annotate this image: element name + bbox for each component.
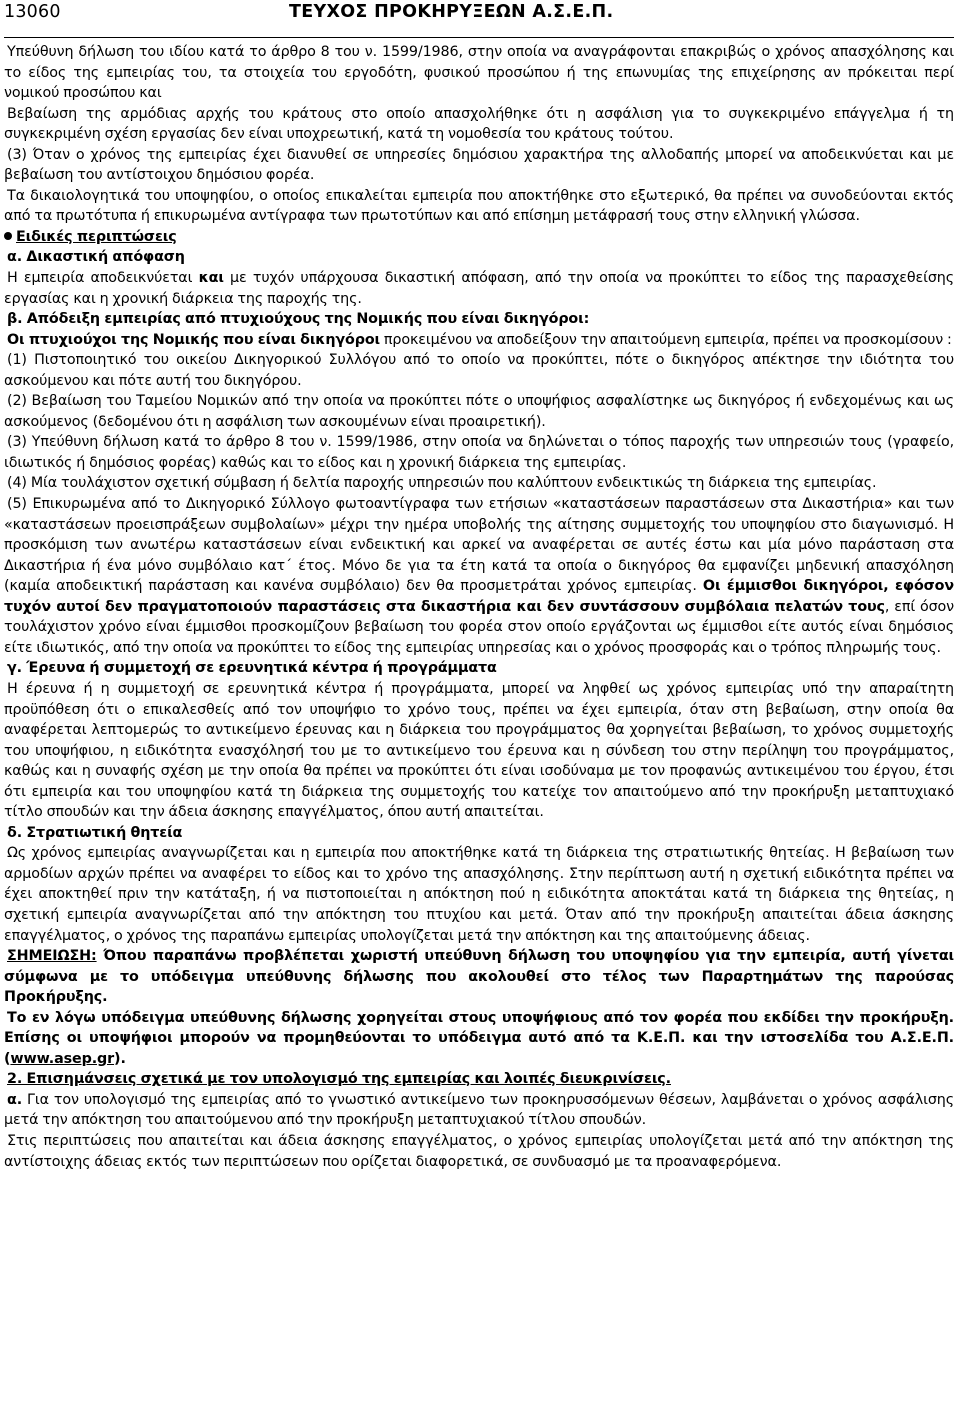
text: Για τον υπολογισμό της εμπειρίας από το γνωστικό αντικείμενο των προκηρυσσόμενων θέσεων, λαμβάνεται ο χρόνος ασφάλισης μετά την απόκτηση του απαιτούμενου από την προκήρυξη μεταπτυχιακού τίτλου σπουδών.	[4, 1091, 954, 1129]
text: (5) Επικυρωμένα από το Δικηγορικό Σύλλογο φωτοαντίγραφα των ετήσιων «καταστάσεων παραστάσεων στα Δικαστήρια» και των «καταστάσεων προεισπράξεων συμβολαίων» μέχρι την ημέρα υποβολής της αίτησης συμμετοχής του υποψηφίου στο διαγωνισμό. Η προσκόμιση των ανωτέρω καταστάσεων είναι ενδεικτική και αρκεί να αναφέρεται σε αυτές έστω και μία μόνο παράσταση στα Δικαστήρια ή ένα μόνο συμβόλαιο κατ΄ έτος. Μόνο δε για τα έτη κατά τα οποία ο δικηγόρος θα εμφανίζει μηδενική απασχόληση (καμία αποδεικτική παράσταση και κανένα συμβόλαιο) δεν θα προσμετράται χρόνος εμπειρίας.	[4, 496, 954, 595]
note-paragraph	[4, 1008, 954, 1070]
paragraph: Στις περιπτώσεις που απαιτείται και άδεια άσκησης επαγγέλματος, ο χρόνος εμπειρίας υπολογίζεται μετά από την απόκτηση της αντίστοιχης άδειας εκτός των περιπτώσεων που ορίζεται διαφορετικά, σε συνδυασμό με τα προαναφερόμενα.	[4, 1132, 954, 1170]
page-header	[4, 0, 954, 38]
paragraph: Τα δικαιολογητικά του υποψηφίου, ο οποίος επικαλείται εμπειρία που αποκτήθηκε στο εξωτερικό, θα πρέπει να συνοδεύονται εκτός από τα πρωτότυπα ή επικυρωμένα αντίγραφα των πρωτοτύπων και από επίσημη μετάφρασή τους στην ελληνική γλώσσα.	[4, 187, 954, 225]
paragraph	[4, 268, 954, 309]
item-label: α.	[7, 1091, 23, 1108]
section-a-heading: α. Δικαστική απόφαση	[7, 249, 185, 266]
bold-text: και	[198, 270, 224, 287]
paragraph: (2) Βεβαίωση του Ταμείου Νομικών από την οποία να προκύπτει πότε ο υποψήφιος ασφαλίστηκε ως δικηγόρος ή ενδεχομένως και ως ασκούμενος (δεδομένου ότι η ασφάλιση των ασκουμένων είναι προαιρετική).	[4, 393, 954, 430]
paragraph	[4, 1090, 954, 1131]
journal-title: ΤΕΥΧΟΣ ΠΡΟΚΗΡΥΞΕΩΝ Α.Σ.Ε.Π.	[289, 2, 614, 22]
note-paragraph	[4, 946, 954, 1008]
bullet-icon	[4, 232, 12, 240]
text: με τυχόν υπάρχουσα δικαστική απόφαση, από την οποία να προκύπτει το είδος της παρασχεθείσης εργασίας και η χρονική διάρκεια της παροχής της.	[4, 270, 954, 307]
paragraph: (3) Όταν ο χρόνος της εμπειρίας έχει διανυθεί σε υπηρεσίες δημόσιου χαρακτήρα της αλλοδαπής μπορεί να αποδεικνύεται και με βεβαίωση του αντίστοιχου δημόσιου φορέα.	[4, 146, 954, 184]
special-cases-heading	[4, 227, 954, 248]
text: , επί όσον τουλάχιστον χρόνο είναι έμμισθοι προσκομίζουν βεβαίωση του φορέα στον οποίο εργάζονται ως έμμισθοι είτε αυτός είναι δημόσιος είτε ιδιωτικός, από την οποία να προκύπτει το είδος της εμπειρίας υπηρεσίας και ο χρόνος προσφοράς και ο τρόπος πληρωμής τους.	[4, 598, 955, 656]
paragraph: Ως χρόνος εμπειρίας αναγνωρίζεται και η εμπειρία που αποκτήθηκε κατά τη διάρκεια της στρατιωτικής θητείας. Η βεβαίωση των αρμοδίων αρχών πρέπει να αναφέρει το είδος και το χρόνο της απασχόλησης. Στην περίπτωση αυτή η σχετική ειδικότητα πρέπει να έχει αποκτηθεί πριν την κατάταξη, ή να πιστοποιείται η απόκτηση πού η ειδικότητα αποκτάται κατά τη διάρκεια της θητείας, η σχετική εμπειρία αναγνωρίζεται από την απόκτηση του πτυχίου και μετά. Όταν από την προκήρυξη απαιτείται άδεια άσκησης επαγγέλματος, ο χρόνος της παραπάνω εμπειρίας υπολογίζεται μετά την απόκτηση και της απαιτούμενης άδειας.	[4, 845, 954, 944]
note-text: ).	[114, 1050, 126, 1067]
text: προκειμένου να αποδείξουν την απαιτούμενη εμπειρία, πρέπει να προσκομίσουν :	[380, 331, 952, 348]
paragraph: (1) Πιστοποιητικό του οικείου Δικηγορικού Συλλόγου από το οποίο να προκύπτει, πότε ο δικηγόρος απέκτησε την ιδιότητα του ασκούμενου και πότε αυτή του δικηγόρου.	[4, 352, 954, 389]
paragraph: Η έρευνα ή η συμμετοχή σε ερευνητικά κέντρα ή προγράμματα, μπορεί να ληφθεί ως χρόνος εμπειρίας υπό την απαραίτητη προϋπόθεση ότι ο επικαλεσθείς από τον υποψήφιο το χρόνο τους, πρέπει να έχει εμπειρία, όταν στη βεβαίωση, στην οποία θα αναφέρεται λεπτομερώς το αντικείμενο έρευνας και η διάρκεια του προγράμματος θα χορηγείται βεβαίωση, το χρόνος συμμετοχής του υποψήφιου, η ειδικότητα ενασχόλησή του με το αντικείμενο του έρευνα και η σύνδεση του στην περίληψη του προγράμματος, καθώς και η συναφής σχέση με την οποία θα πρέπει να προκύπτει ότι είναι ισοδύναμα με τον προφανώς αντικειμένου του έργου, έτσι ότι εμπειρία και του υποψηφίου κατά τη διάρκεια της συμμετοχής του κατείχε τον απαιτούμενο από την προκήρυξη μεταπτυχιακό τίτλο σπουδών και την άδεια άσκησης επαγγέλματος, όπου αυτή απαιτείται.	[4, 680, 954, 821]
bold-text: Οι έμμισθοι δικηγόροι, εφόσον τυχόν αυτοί δεν πραγματοποιούν παραστάσεις στα δικαστήρια και δεν συντάσσουν συμβόλαια πελατών τους	[4, 578, 954, 615]
paragraph: Υπεύθυνη δήλωση του ιδίου κατά το άρθρο 8 του ν. 1599/1986, στην οποία να αναγράφονται επακριβώς ο χρόνος απασχόλησης και το είδος της εμπειρίας του, τα στοιχεία του εργοδότη, φυσικού προσώπου ή της επωνυμίας της επιχείρησης αν πρόκειται περί νομικού προσώπου και	[4, 44, 954, 102]
section-d-heading: δ. Στρατιωτική θητεία	[7, 824, 183, 841]
paragraph	[4, 330, 954, 351]
section-2-heading: 2. Επισημάνσεις σχετικά με τον υπολογισμό της εμπειρίας και λοιπές διευκρινίσεις.	[7, 1071, 671, 1088]
section-c-heading: γ. Έρευνα ή συμμετοχή σε ερευνητικά κέντρα ή προγράμματα	[7, 660, 497, 677]
asep-link[interactable]: www.asep.gr	[10, 1050, 115, 1067]
section-b-heading: β. Απόδειξη εμπειρίας από πτυχιούχους της Νομικής που είναι δικηγόροι:	[7, 311, 590, 328]
page-number: 13060	[4, 2, 61, 22]
paragraph	[4, 494, 954, 658]
paragraph: (3) Υπεύθυνη δήλωση κατά το άρθρο 8 του ν. 1599/1986, στην οποία να δηλώνεται ο τόπος παροχής των υπηρεσιών τους (γραφείο, ιδιωτικός ή δημόσιος φορέας) καθώς και το είδος και η χρονική διάρκεια της εμπειρίας.	[4, 434, 954, 471]
paragraph: (4) Μία τουλάχιστον σχετική σύμβαση ή δελτία παροχής υπηρεσιών που καλύπτουν ενδεικτικώς τη διάρκεια της εμπειρίας.	[7, 475, 877, 492]
bold-text: Οι πτυχιούχοι της Νομικής που είναι δικηγόροι	[7, 331, 380, 348]
note-text: Όπου παραπάνω προβλέπεται χωριστή υπεύθυνη δήλωση του υποψηφίου για την εμπειρία, αυτή γίνεται σύμφωνα με το υπόδειγμα υπεύθυνης δήλωσης που ακολουθεί στο τέλος των Παραρτημάτων της παρούσας Προκήρυξης.	[4, 948, 954, 1006]
text: Η εμπειρία αποδεικνύεται	[7, 270, 199, 287]
paragraph: Βεβαίωση της αρμόδιας αρχής του κράτους στο οποίο απασχολήθηκε ότι η ασφάλιση για το συγκεκριμένο επάγγελμα ή τη συγκεκριμένη σχέση εργασίας δεν είναι υποχρεωτική, κατά τη νομοθεσία του κράτους τούτου.	[4, 105, 954, 143]
special-cases-title: Ειδικές περιπτώσεις	[16, 228, 177, 245]
note-text: Το εν λόγω υπόδειγμα υπεύθυνης δήλωσης χορηγείται στους υποψήφιους από τον φορέα που εκδίδει την προκήρυξη. Επίσης οι υποψήφιοι μπορούν να προμηθεύονται το υπόδειγμα αυτό από τα Κ.Ε.Π. και την ιστοσελίδα του Α.Σ.Ε.Π. (	[4, 1009, 954, 1067]
note-label: ΣΗΜΕΙΩΣΗ:	[7, 948, 97, 965]
document-body	[4, 42, 954, 1172]
